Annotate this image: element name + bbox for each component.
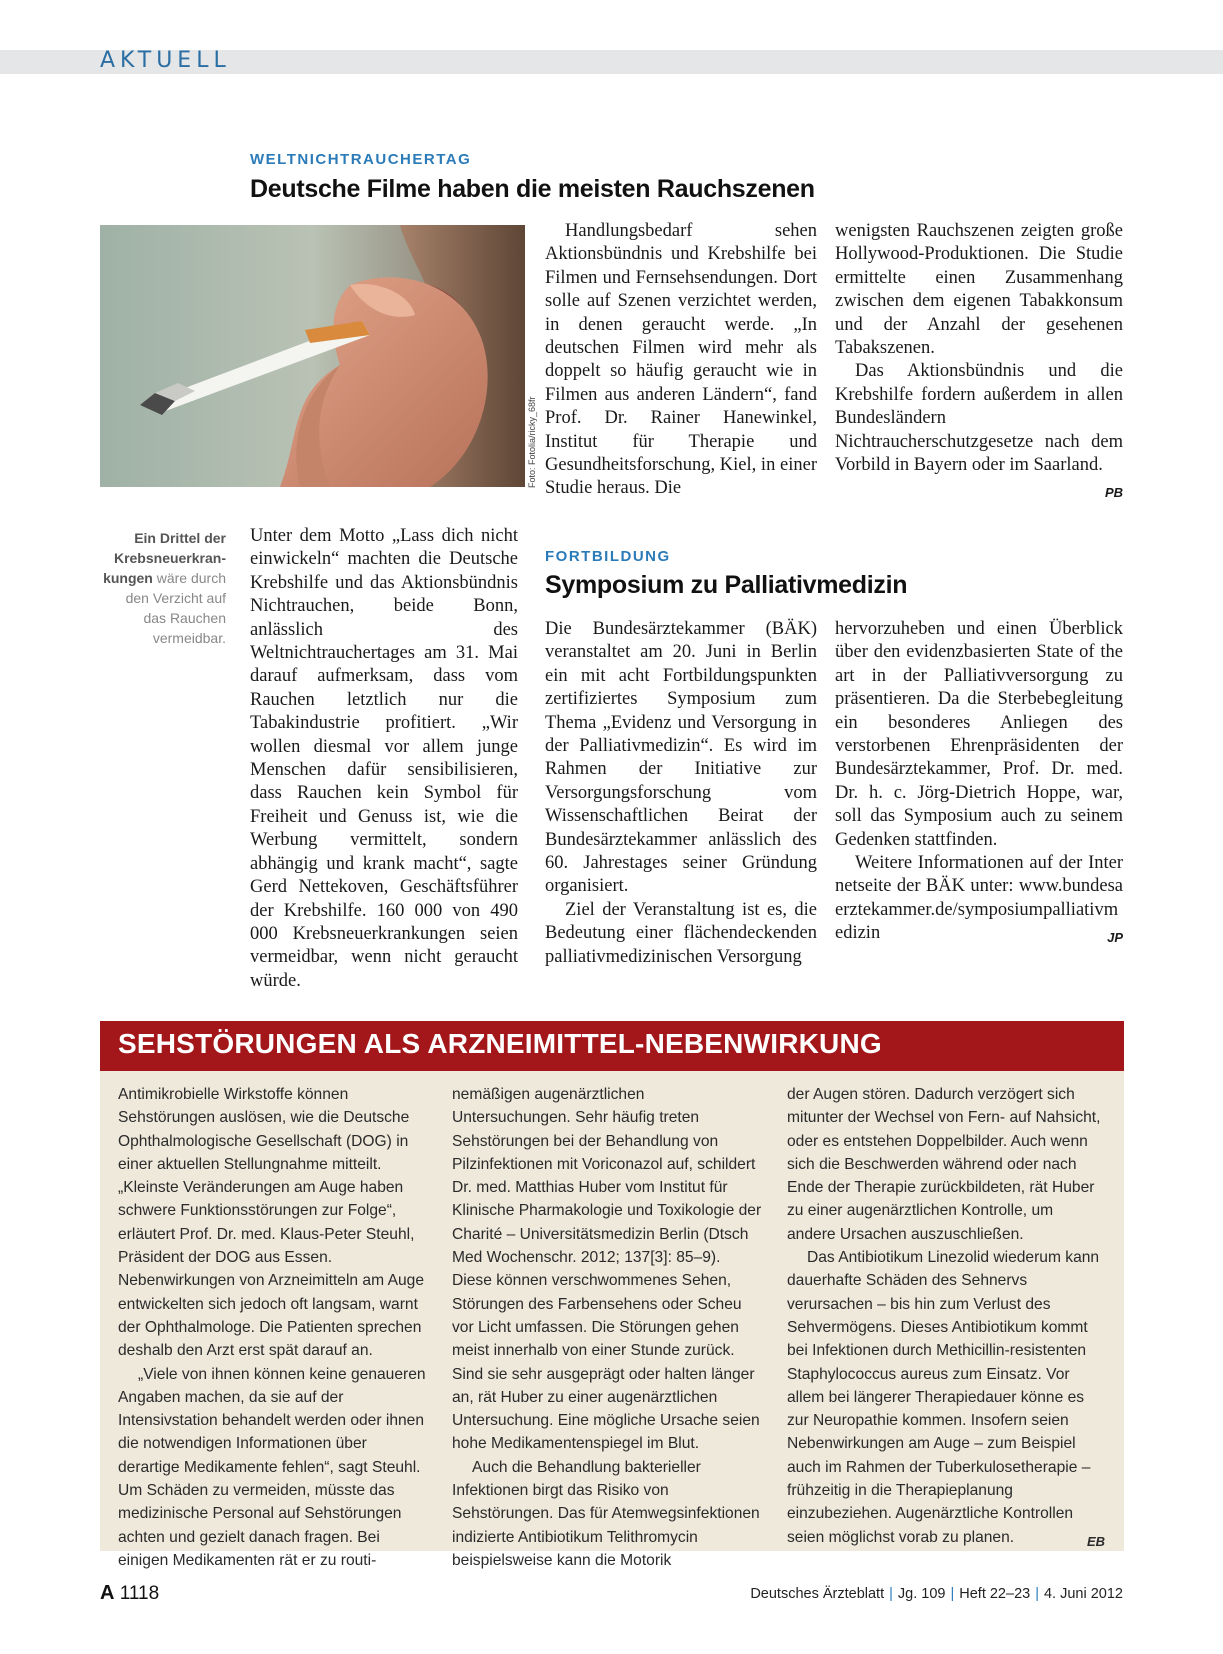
article1-column-3	[835, 220, 1123, 505]
article1-col2-text: Handlungsbedarf sehen Aktionsbündnis und Krebshilfe bei Filmen und Fernsehsendungen. Dort solle auf Szenen verzichtet werden, in denen geraucht werde. „In deutschen Filmen wird mehr als doppelt so häufig geraucht wie in Filmen aus anderen Ländern“, fand Prof. Dr. Rainer Hanewinkel, Institut für Therapie und Gesundheitsforschung, Kiel, in einer Studie heraus. Die	[545, 221, 817, 499]
publication-info	[750, 1586, 1123, 1602]
article1-col1-text: Unter dem Motto „Lass dich nicht einwickeln“ machten die Deutsche Krebshilfe und das Aktionsbündnis Nichtrauchen, beide Bonn, anlässlich des Weltnichtrauchertages am 31. Mai darauf aufmerksam, dass vom Rauchen letztlich nur die Tabakindustrie profitiert. „Wir wollen diesmal vor allem junge Menschen dafür sensibilisieren, dass Rauchen kein Symbol für Freiheit und Genuss ist, wie die Werbung vermittelt, sondern abhängig und krank macht“, sagte Gerd Nettekoven, Geschäftsführer der Krebshilfe. 160 000 von 490 000 Krebsneuerkrankungen seien vermeidbar, wenn nicht geraucht würde.	[250, 526, 518, 991]
separator: |	[1035, 1586, 1039, 1602]
article2-col1-para1: Die Bundesärztekammer (BÄK) veranstaltet am 20. Juni in Berlin ein mit acht Fortbildungspunkten zertifiziertes Symposium zum Thema „Evidenz und Versorgung in der Palliativmedizin“. Es wird im Rahmen der Initiative zur Versorgungsforschung vom Wissenschaftlichen Beirat der Bundesärztekammer anlässlich des 60. Jahrestages seiner Gründung organisiert.	[545, 619, 817, 897]
article2-col2-para1: hervorzuheben und einen Überblick über den evidenzbasierten State of the art in der Palliativversorgung zu präsentieren. Da die Sterbebegleitung ein besonderes Anliegen des verstorbenen Ehrenpräsidenten der Bundesärztekammer, Prof. Dr. med. Dr. h. c. Jörg-Dietrich Hoppe, war, soll das Symposium auch zu seinem Gedenken stattfinden.	[835, 619, 1123, 850]
box-col2-para1: nemäßigen augenärztlichen Untersuchungen. Sehr häufig treten Sehstörungen bei der Behandlung von Pilzinfektionen mit Voriconazol auf, schildert Dr. med. Matthias Huber vom Institut für Klinische Pharmakologie und Toxikologie der Charité – Universitätsmedizin Berlin (Dtsch Med Wochenschr. 2012; 137[3]: 85–9). Diese können verschwommenes Sehen, Störungen des Farbensehens oder Scheu vor Licht umfassen. Die Störungen gehen meist innerhalb von einer Stunde zurück. Sind sie sehr ausgeprägt oder halten länger an, rät Huber zu einer augenärztlichen Untersuchung. Eine mögliche Ursache seien hohe Medikamentenspiegel im Blut.	[452, 1086, 762, 1453]
separator: |	[950, 1586, 955, 1602]
article2-signature: JP	[1107, 930, 1123, 946]
box-col1-para2: „Viele von ihnen können keine genaueren Angaben machen, da sie auf der Intensivstation behandelt werden oder ihnen die notwendigen Informationen über derartige Medikamente fehlen“, sagt Steuhl. Um Schäden zu vermeiden, müsste das medizinische Personal auf Sehstörungen achten und gezielt danach fragen. Bei einigen Medikamenten rät er zu routi-	[118, 1365, 426, 1569]
article1-col3-para2	[835, 360, 1123, 501]
journal-issue: Heft 22–23	[959, 1586, 1031, 1602]
photo-credit: Foto: Fotolia/ricky_68fr	[527, 396, 537, 488]
section-label: AKTUELL	[100, 48, 231, 73]
separator: |	[889, 1586, 893, 1602]
article2-col2-para2	[835, 852, 1123, 946]
info-box-title: SEHSTÖRUNGEN ALS ARZNEIMITTEL-NEBENWIRKUNG	[118, 1028, 882, 1059]
box-column-1	[118, 1083, 428, 1572]
cigarette-photo	[100, 225, 525, 487]
box-col3-para1: der Augen stören. Dadurch verzögert sich mitunter der Wechsel von Fern- auf Nahsicht, oder es entstehen Doppelbilder. Auch wenn sich die Beschwerden während oder nach Ende der Therapie zurückbildeten, rät Huber zu einer augenärztlichen Kontrolle, um andere Ursachen auszuschließen.	[787, 1086, 1101, 1243]
journal-volume: Jg. 109	[897, 1586, 946, 1602]
caption-bold: Ein Drittel der Krebsneuerkran-kungen	[103, 530, 226, 586]
article1-kicker: WELTNICHTRAUCHERTAG	[250, 151, 472, 168]
article1-headline: Deutsche Filme haben die meisten Rauchszenen	[250, 175, 815, 203]
box-col3-para2-text: Das Antibiotikum Linezolid wiederum kann dauerhafte Schäden des Sehnervs verursachen – bis hin zum Verlust des Sehvermögens. Dieses Antibiotikum kommt bei Infektionen durch Methicillin-resistenten Staphylococcus aureus zum Einsatz. Vor allem bei längerer Therapiedauer könne es zur Neuropathie kommen. Insofern seien Nebenwirkungen am Auge – zum Beispiel auch im Rahmen der Tuberkulosetherapie – frühzeitig in die Therapieplanung einzubeziehen. Augenärztliche Kontrollen seien möglichst vorab zu planen.	[787, 1249, 1100, 1546]
page-number	[100, 1582, 159, 1605]
article1-column-1	[250, 525, 518, 993]
article2-col2-para2-text: Weitere Informationen auf der Internetseite der BÄK unter: www.bundesaerztekammer.de/symposiumpalliativmedizin	[835, 853, 1123, 944]
article2-col1-para2: Ziel der Veranstaltung ist es, die Bedeutung einer flächendeckenden palliativmedizinischen Versorgung	[545, 899, 817, 967]
page-prefix: A	[100, 1582, 115, 1604]
journal-name: Deutsches Ärzteblatt	[750, 1586, 885, 1602]
box-col1-para1: Antimikrobielle Wirkstoffe können Sehstörungen auslösen, wie die Deutsche Ophthalmologische Gesellschaft (DOG) in einer aktuellen Stellungnahme mitteilt. „Kleinste Veränderungen am Auge haben schwere Funktionsstörungen zur Folge“, erläutert Prof. Dr. med. Klaus-Peter Steuhl, Präsident der DOG aus Essen. Nebenwirkungen von Arzneimitteln am Auge entwickelten sich jedoch oft langsam, warnt der Ophthalmologe. Die Patienten sprechen deshalb den Arzt erst spät darauf an.	[118, 1086, 424, 1360]
article2-column-2	[835, 618, 1123, 950]
box-col3-para2	[787, 1246, 1105, 1549]
article2-column-1	[545, 618, 817, 969]
box-column-2	[452, 1083, 762, 1572]
article2-headline: Symposium zu Palliativmedizin	[545, 571, 908, 599]
article1-col3-para1: wenigsten Rauchszenen zeigten große Hollywood-Produktionen. Die Studie ermittelte einen Zusammenhang zwischen dem eigenen Tabakkonsum und der Anzahl der gesehenen Tabakszenen.	[835, 221, 1123, 359]
article1-column-2	[545, 220, 817, 501]
journal-date: 4. Juni 2012	[1043, 1586, 1123, 1602]
photo-caption	[100, 528, 226, 648]
box-column-3	[787, 1083, 1105, 1553]
page-number-value: 1118	[119, 1583, 160, 1604]
article2-kicker: FORTBILDUNG	[545, 548, 671, 565]
article1-signature: PB	[1104, 485, 1123, 501]
article1-col3-para2-text: Das Aktionsbündnis und die Krebshilfe fordern außerdem in allen Bundesländern Nichtraucherschutzgesetze nach dem Vorbild in Bayern oder im Saarland.	[835, 361, 1123, 476]
box-col2-para2: Auch die Behandlung bakterieller Infektionen birgt das Risiko von Sehstörungen. Das für Atemwegsinfektionen indizierte Antibiotikum Telithromycin beispielsweise kann die Motorik	[452, 1458, 760, 1569]
box-signature: EB	[1086, 1533, 1105, 1549]
caption-rest: wäre durch den Verzicht auf das Rauchen vermeidbar.	[125, 570, 226, 646]
